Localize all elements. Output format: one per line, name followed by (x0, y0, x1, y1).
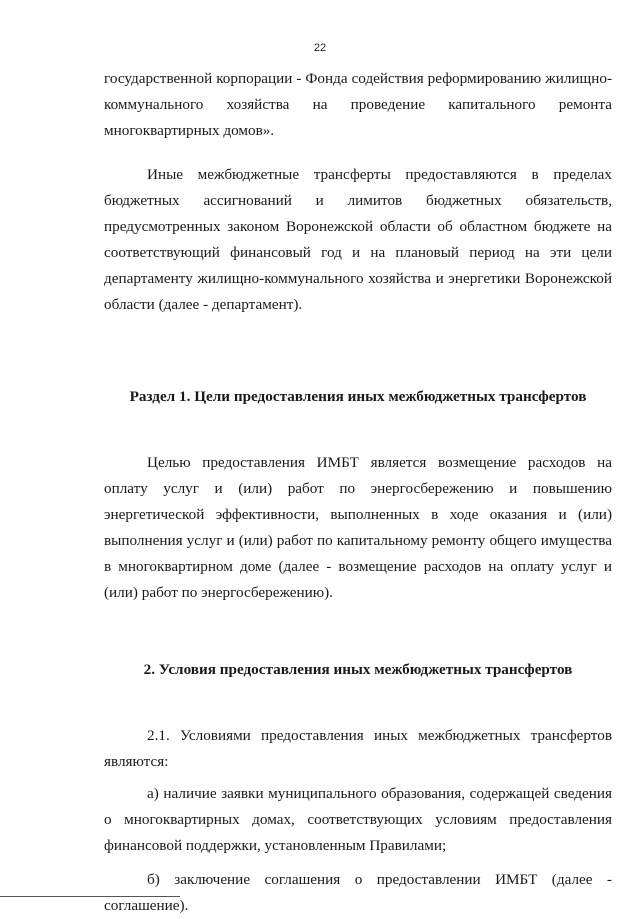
section-1-heading: Раздел 1. Цели предоставления иных межбюджетных трансфертов (129, 388, 587, 405)
paragraph-condition-b: б) заключение соглашения о предоставлении ИМБТ (далее - соглашение). (104, 871, 612, 914)
paragraph-condition-a: а) наличие заявки муниципального образования, содержащей сведения о многоквартирных домах, соответствующих условиям предоставления финансовой поддержки, установленным Правилами; (104, 785, 612, 854)
paragraph-purpose: Целью предоставления ИМБТ является возмещение расходов на оплату услуг и (или) работ по энергосбережению и повышению энергетической эффективности, выполненных в ходе оказания и (или) выполнения услуг и (или) работ по капитальному ремонту общего имущества в многоквартирном доме (далее - возмещение расходов на оплату услуг и (или) работ по энергосбережению). (104, 454, 612, 601)
footer-divider (0, 896, 180, 897)
paragraph-transfers: Иные межбюджетные трансферты предоставляются в пределах бюджетных ассигнований и лимитов бюджетных обязательств, предусмотренных законом Воронежской области об областном бюджете на соответствующий финансовый год и на плановый период на эти цели департаменту жилищно-коммунального хозяйства и энергетики Воронежской области (далее - департамент). (104, 166, 612, 313)
paragraph-intro-continuation: государственной корпорации - Фонда содействия реформированию жилищно-коммунального хозяйства на проведение капитального ремонта многоквартирных домов». (104, 70, 612, 139)
page-number: 22 (313, 42, 327, 54)
document-body (104, 66, 612, 919)
paragraph-conditions-intro: 2.1. Условиями предоставления иных межбюджетных трансфертов являются: (104, 727, 612, 770)
section-2-heading: 2. Условия предоставления иных межбюджетных трансфертов (143, 661, 573, 678)
